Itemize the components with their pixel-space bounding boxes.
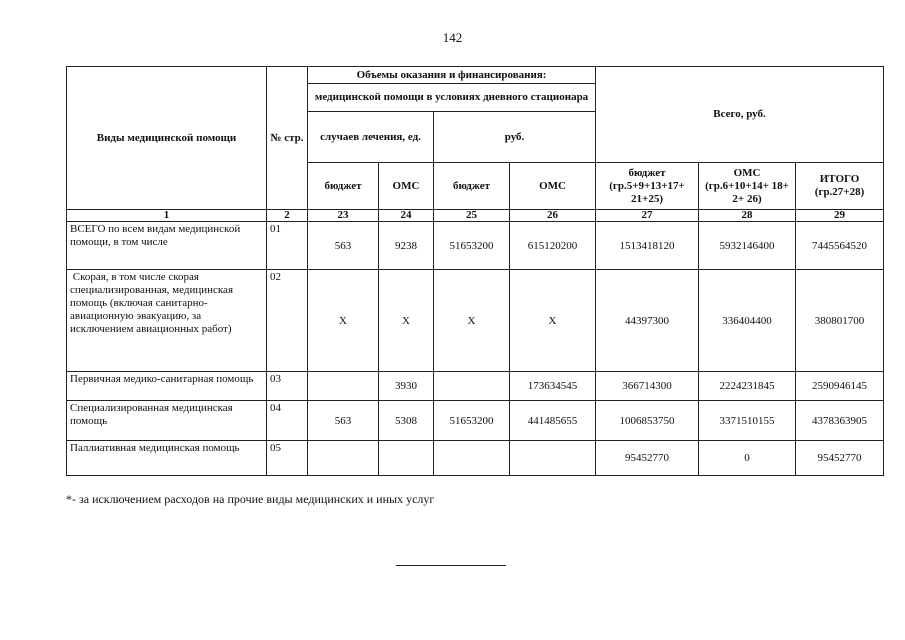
cell: 615120200 [510,222,596,270]
header-group-title-1: Объемы оказания и финансирования: [308,67,596,84]
header-grand-total: ИТОГО (гр.27+28) [796,163,884,210]
column-number: 24 [379,210,434,222]
header-oms-cases: ОМС [379,163,434,210]
column-number: 26 [510,210,596,222]
cell: 95452770 [596,441,699,476]
header-total-rub: Всего, руб. [596,67,884,163]
table-row [67,441,884,476]
row-no: 02 [267,270,308,372]
column-number: 23 [308,210,379,222]
cell: 4378363905 [796,401,884,441]
cell [510,441,596,476]
row-name: ВСЕГО по всем видам медицинской помощи, в том числе [67,222,267,270]
row-name: Паллиативная медицинская помощь [67,441,267,476]
row-no: 05 [267,441,308,476]
cell: 9238 [379,222,434,270]
row-no: 04 [267,401,308,441]
cell: 0 [699,441,796,476]
cell [434,372,510,401]
header-group-title-2: медицинской помощи в условиях дневного стационара [308,84,596,112]
cell: 44397300 [596,270,699,372]
cell: 51653200 [434,222,510,270]
cell: 1513418120 [596,222,699,270]
cell: 5308 [379,401,434,441]
header-budget-cases: бюджет [308,163,379,210]
cell: 95452770 [796,441,884,476]
table-row [67,372,884,401]
cell: 366714300 [596,372,699,401]
row-no: 03 [267,372,308,401]
divider-line [396,565,506,566]
header-cases: случаев лечения, ед. [308,112,434,163]
header-budget-total: бюджет (гр.5+9+13+17+ 21+25) [596,163,699,210]
column-number: 2 [267,210,308,222]
header-budget-rub: бюджет [434,163,510,210]
cell: 5932146400 [699,222,796,270]
table-row [67,401,884,441]
table-row [67,270,884,372]
cell: 3930 [379,372,434,401]
column-number: 1 [67,210,267,222]
row-name: Скорая, в том числе скорая специализированная, медицинская помощь (включая санитарно-авиационную эвакуацию, за исключением авиационных работ) [67,270,267,372]
row-name: Специализированная медицинская помощь [67,401,267,441]
cell: 1006853750 [596,401,699,441]
cell: Х [379,270,434,372]
table-row [67,222,884,270]
header-oms-total: ОМС (гр.6+10+14+ 18+ 2+ 26) [699,163,796,210]
header-row-no: № стр. [267,67,308,210]
cell: 563 [308,222,379,270]
row-no: 01 [267,222,308,270]
cell: 336404400 [699,270,796,372]
cell: Х [434,270,510,372]
cell: 2590946145 [796,372,884,401]
cell [379,441,434,476]
cell: 3371510155 [699,401,796,441]
medical-care-table [66,66,884,476]
cell: 51653200 [434,401,510,441]
column-number: 27 [596,210,699,222]
cell [434,441,510,476]
column-number: 25 [434,210,510,222]
column-number: 28 [699,210,796,222]
cell: 441485655 [510,401,596,441]
cell: Х [308,270,379,372]
cell: Х [510,270,596,372]
cell: 563 [308,401,379,441]
footnote: *- за исключением расходов на прочие виды медицинских и иных услуг [66,492,435,506]
cell [308,441,379,476]
cell: 2224231845 [699,372,796,401]
header-rub: руб. [434,112,596,163]
cell: 7445564520 [796,222,884,270]
cell [308,372,379,401]
page-number: 142 [442,30,463,45]
cell: 380801700 [796,270,884,372]
row-name: Первичная медико-санитарная помощь [67,372,267,401]
cell: 173634545 [510,372,596,401]
header-oms-rub: ОМС [510,163,596,210]
column-number: 29 [796,210,884,222]
header-types: Виды медицинской помощи [67,67,267,210]
